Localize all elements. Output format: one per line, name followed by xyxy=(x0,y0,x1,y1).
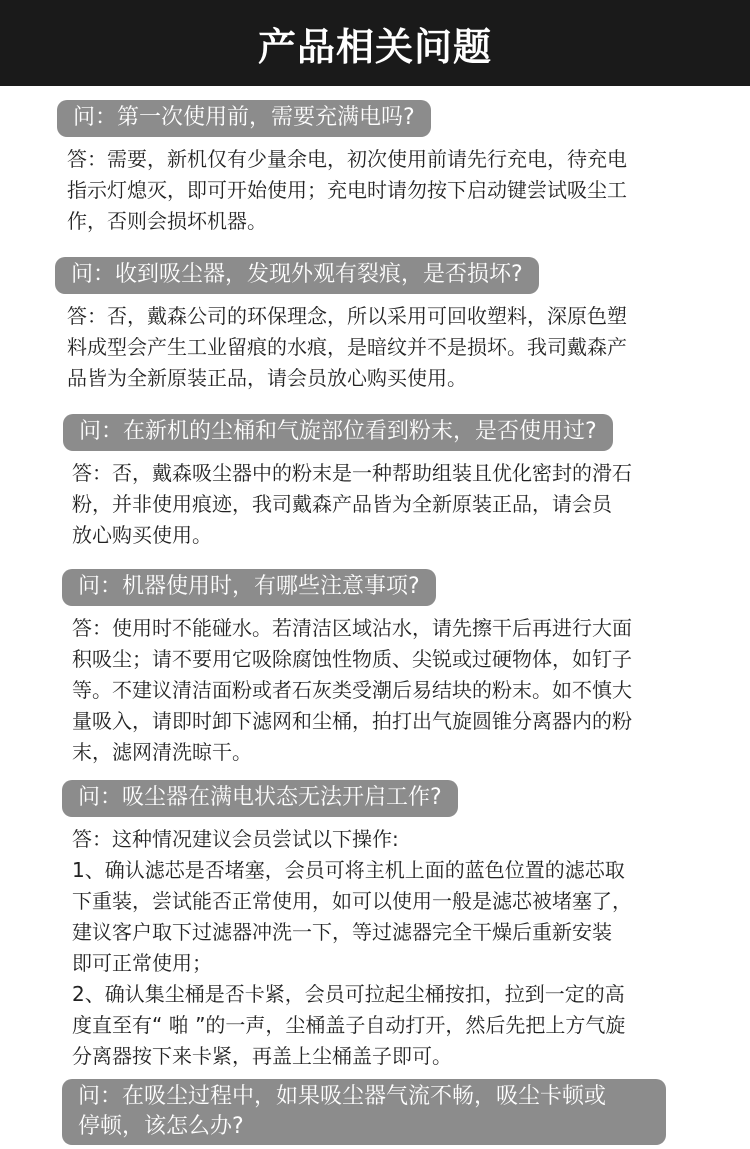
answer-text: 答：否，戴森公司的环保理念，所以采用可回收塑料，深原色塑 料成型会产生工业留痕的水痕，是暗纹并不是损坏。我司戴森产 品皆为全新原装正品，请会员放心购买使用。 xyxy=(67,304,627,390)
page-header xyxy=(0,0,750,86)
faq-item xyxy=(0,257,750,394)
question-label: 问：在吸尘过程中，如果吸尘器气流不畅，吸尘卡顿或 停顿，该怎么办? xyxy=(62,1079,666,1145)
question-label: 问：机器使用时，有哪些注意事项? xyxy=(62,569,436,606)
answer-text: 答：否，戴森吸尘器中的粉末是一种帮助组装且优化密封的滑石 粉，并非使用痕迹，我司戴森产品皆为全新原装正品，请会员 放心购买使用。 xyxy=(72,461,632,547)
page-title: 产品相关问题 xyxy=(257,24,492,69)
answer-text: 答：这种情况建议会员尝试以下操作: 1、确认滤芯是否堵塞，会员可将主机上面的蓝色位置的滤芯取 下重装，尝试能否正常使用，如可以使用一般是滤芯被堵塞了， 建议客户取下过滤器冲洗一下，等过滤器完全干燥后重新安装 即可正常使用； 2、确认集尘桶是否卡紧，会员可拉起尘桶按扣，拉到一定的高 度直至有“ 啪 ”的一声，尘桶盖子自动打开，然后先把上方气旋 分离器按下来卡紧，再盖上尘桶盖子即可。 xyxy=(72,827,632,1068)
faq-item xyxy=(0,1079,750,1145)
question-label: 问：第一次使用前，需要充满电吗? xyxy=(57,100,431,137)
answer-text: 答：使用时不能碰水。若清洁区域沾水，请先擦干后再进行大面 积吸尘；请不要用它吸除腐蚀性物质、尖锐或过硬物体，如钉子 等。不建议清洁面粉或者石灰类受潮后易结块的粉末。如不慎大 量吸入，请即时卸下滤网和尘桶，拍打出气旋圆锥分离器内的粉 末，滤网清洗晾干。 xyxy=(72,616,632,764)
answer-text: 答：需要，新机仅有少量余电，初次使用前请先行充电，待充电 指示灯熄灭，即可开始使用；充电时请勿按下启动键尝试吸尘工 作，否则会损坏机器。 xyxy=(67,147,627,233)
question-label: 问：吸尘器在满电状态无法开启工作? xyxy=(62,780,458,817)
faq-item xyxy=(0,569,750,768)
faq-item xyxy=(0,780,750,1072)
faq-item xyxy=(0,100,750,237)
faq-item xyxy=(0,414,750,551)
question-label: 问：收到吸尘器，发现外观有裂痕，是否损坏? xyxy=(55,257,539,294)
question-label: 问：在新机的尘桶和气旋部位看到粉末，是否使用过? xyxy=(63,414,613,451)
